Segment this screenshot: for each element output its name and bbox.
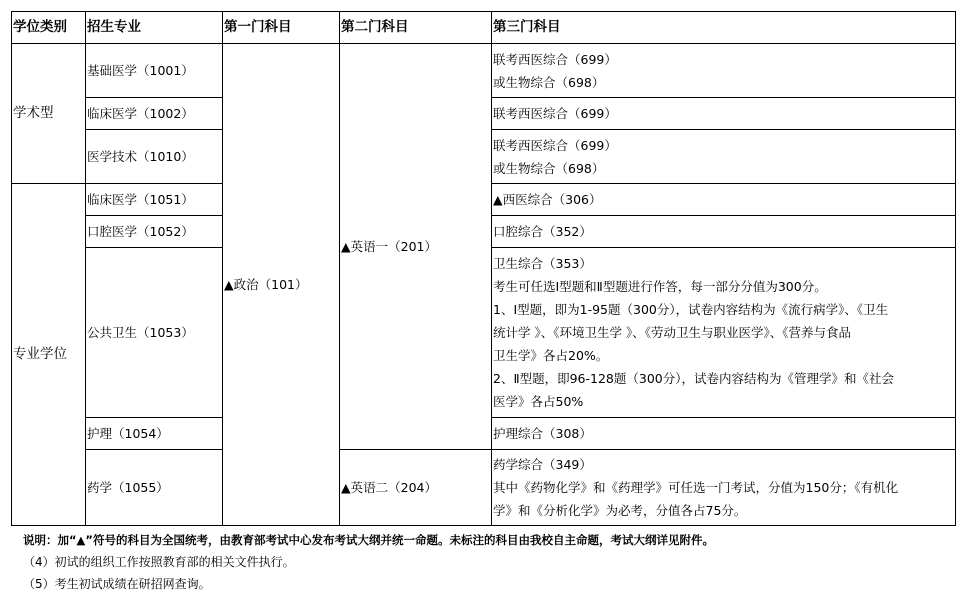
- subject-3-line: 1、I型题，即为1-95题（300分），试卷内容结构为《流行病学》、《卫生: [493, 302, 889, 317]
- subject-3-line: 卫生综合（353）: [493, 256, 592, 271]
- subject-3-line: 联考西医综合（699）: [493, 51, 617, 67]
- major-cell: 药学（1055）: [86, 450, 223, 526]
- notes: [23, 529, 714, 595]
- subject-3-line: 2、Ⅱ型题，即96-128题（300分），试卷内容结构为《管理学》和《社会: [493, 371, 894, 386]
- subject-2-english-2: ▲英语二（204）: [340, 450, 492, 526]
- table-row: [12, 44, 956, 98]
- major-cell: 临床医学（1051）: [86, 184, 223, 216]
- note-item-5: （5）考生初试成绩在研招网查询。: [23, 577, 211, 591]
- note-item-4: （4）初试的组织工作按照教育部的相关文件执行。: [23, 555, 295, 569]
- major-cell: 公共卫生（1053）: [86, 248, 223, 418]
- header-subject-2: 第二门科目: [340, 12, 492, 44]
- header-subject-1: 第一门科目: [223, 12, 340, 44]
- subject-3-cell: [492, 216, 956, 248]
- category-academic: 学术型: [12, 44, 86, 184]
- major-cell: 护理（1054）: [86, 418, 223, 450]
- subject-3-cell: [492, 98, 956, 130]
- subject-3-line: 护理综合（308）: [493, 426, 592, 441]
- subject-3-cell: [492, 184, 956, 216]
- subject-3-line: 或生物综合（698）: [493, 160, 605, 176]
- subject-3-line: 学》和《分析化学》为必考，分值各占75分。: [493, 503, 747, 518]
- subject-3-line: 口腔综合（352）: [493, 224, 592, 239]
- header-degree-type: 学位类别: [12, 12, 86, 44]
- subject-3-line: 或生物综合（698）: [493, 74, 605, 90]
- exam-subjects-table: [11, 11, 956, 526]
- subject-3-cell: [492, 248, 956, 418]
- header-subject-3: 第三门科目: [492, 12, 956, 44]
- table-row: [12, 450, 956, 526]
- subject-3-cell: [492, 450, 956, 526]
- header-row: [12, 12, 956, 44]
- subject-3-cell: [492, 44, 956, 98]
- subject-3-line: 卫生学》各占20%。: [493, 348, 609, 363]
- subject-3-line: 考生可任选I型题和Ⅱ型题进行作答，每一部分分值为300分。: [493, 279, 827, 294]
- subject-3-line: 联考西医综合（699）: [493, 106, 617, 121]
- subject-3-cell: [492, 130, 956, 184]
- major-cell: 医学技术（1010）: [86, 130, 223, 184]
- major-cell: 口腔医学（1052）: [86, 216, 223, 248]
- header-major: 招生专业: [86, 12, 223, 44]
- subject-3-line: ▲西医综合（306）: [493, 192, 602, 207]
- subject-3-line: 其中《药物化学》和《药理学》可任选一门考试，分值为150分；《有机化: [493, 480, 899, 495]
- major-cell: 基础医学（1001）: [86, 44, 223, 98]
- category-professional: 专业学位: [12, 184, 86, 526]
- major-cell: 临床医学（1002）: [86, 98, 223, 130]
- subject-2-english-1: ▲英语一（201）: [340, 44, 492, 450]
- subject-3-line: 医学》各占50%: [493, 394, 584, 409]
- subject-3-line: 药学综合（349）: [493, 457, 592, 472]
- subject-1-politics: ▲政治（101）: [223, 44, 340, 526]
- explanation-note: 说明：加“▲”符号的科目为全国统考，由教育部考试中心发布考试大纲并统一命题。未标注的科目由我校自主命题，考试大纲详见附件。: [23, 533, 714, 547]
- subject-3-line: 联考西医综合（699）: [493, 137, 617, 153]
- subject-3-cell: [492, 418, 956, 450]
- subject-3-line: 统计学 》、《环境卫生学 》、《劳动卫生与职业医学》、《营养与食品: [493, 325, 851, 340]
